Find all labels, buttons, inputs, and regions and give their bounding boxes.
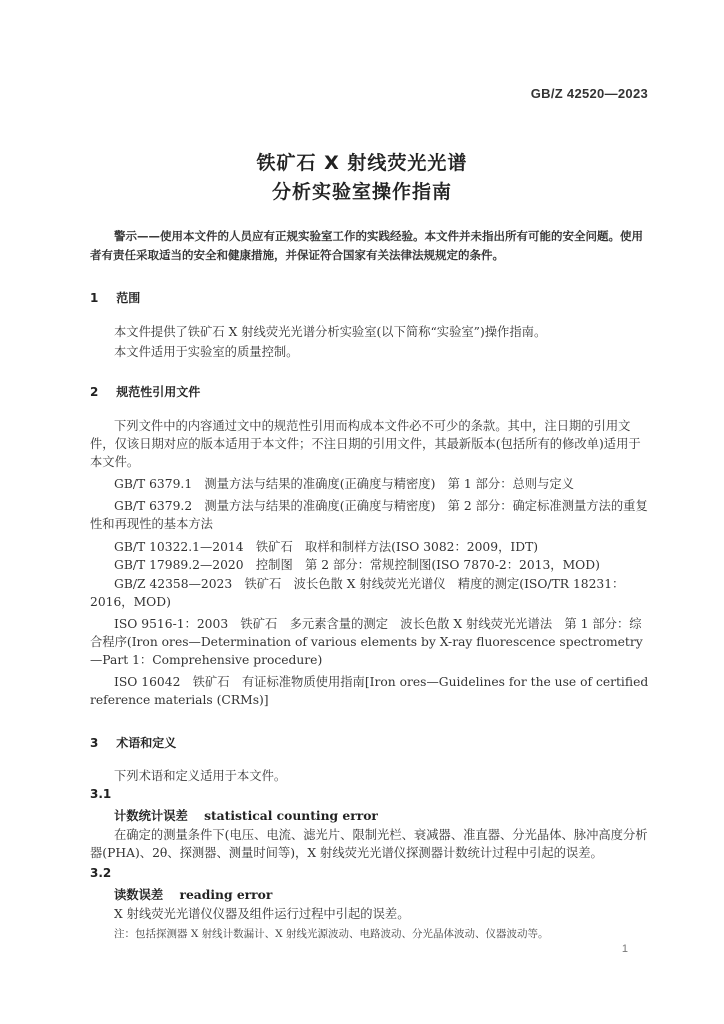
term-heading — [114, 885, 272, 903]
section-3-heading — [90, 734, 176, 751]
reference-item: GB/T 6379.2 测量方法与结果的准确度(正确度与精密度) 第 2 部分：确定标准测量方法的重复性和再现性的基本方法 — [90, 499, 648, 531]
term-en: statistical counting error — [204, 808, 378, 823]
term-definition: 在确定的测量条件下(电压、电流、滤光片、限制光栏、衰减器、准直器、分光晶体、脉冲高度分析器(PHA)、2θ、探测器、测量时间等)，X 射线荧光光谱仪探测器计数统计过程中引起的误差。 — [90, 828, 648, 860]
section-3-intro: 下列术语和定义适用于本文件。 — [114, 769, 287, 783]
reference-item: GB/Z 42358—2023 铁矿石 波长色散 X 射线荧光光谱仪 精度的测定(ISO/TR 18231：2016，MOD) — [90, 577, 625, 609]
section-number: 3 — [90, 736, 99, 750]
section-title: 规范性引用文件 — [116, 385, 201, 399]
safety-warning: 警示——使用本文件的人员应有正规实验室工作的实践经验。本文件并未指出所有可能的安全问题。使用者有责任采取适当的安全和健康措施，并保证符合国家有关法律法规规定的条件。 — [90, 229, 643, 262]
standard-number: GB/Z 42520—2023 — [530, 86, 648, 101]
reference-item: GB/T 17989.2—2020 控制图 第 2 部分：常规控制图(ISO 7870-2：2013，MOD) — [114, 558, 600, 572]
term-zh: 读数误差 — [114, 888, 164, 902]
reference-item: ISO 16042 铁矿石 有证标准物质使用指南[Iron ores—Guidelines for the use of certified reference materials (CRMs)] — [90, 675, 649, 707]
term-definition: X 射线荧光光谱仪仪器及组件运行过程中引起的误差。 — [114, 907, 410, 921]
term-zh: 计数统计误差 — [114, 809, 188, 823]
term-number: 3.2 — [90, 866, 112, 880]
term-number: 3.1 — [90, 787, 112, 801]
section-number: 1 — [90, 291, 99, 305]
section-number: 2 — [90, 385, 99, 399]
term-en: reading error — [179, 887, 273, 902]
section-1-heading — [90, 289, 140, 306]
section-title: 范围 — [116, 291, 141, 305]
document-title-line1: 铁矿石 X 射线荧光光谱 — [256, 152, 468, 174]
section-2-heading — [90, 383, 200, 400]
section-title: 术语和定义 — [116, 736, 177, 750]
page-number: 1 — [621, 943, 628, 955]
section-1-paragraph: 本文件提供了铁矿石 X 射线荧光光谱分析实验室(以下简称“实验室”)操作指南。 — [114, 325, 547, 339]
reference-item: GB/T 10322.1—2014 铁矿石 取样和制样方法(ISO 3082：2009，IDT) — [114, 540, 539, 554]
term-note: 注：包括探测器 X 射线计数漏计、X 射线光源波动、电路波动、分光晶体波动、仪器波动等。 — [114, 928, 549, 940]
term-heading — [114, 806, 378, 824]
section-1-paragraph: 本文件适用于实验室的质量控制。 — [114, 345, 299, 359]
section-2-intro: 下列文件中的内容通过文中的规范性引用而构成本文件必不可少的条款。其中，注日期的引用文件，仅该日期对应的版本适用于本文件；不注日期的引用文件，其最新版本(包括所有的修改单)适用于本文件。 — [90, 419, 641, 469]
reference-item: ISO 9516-1：2003 铁矿石 多元素含量的测定 波长色散 X 射线荧光光谱法 第 1 部分：综合程序(Iron ores—Determination of various elements by X-ray fluorescence spectrometry—Part 1：Comprehensive procedure) — [90, 617, 643, 667]
document-title-line2: 分析实验室操作指南 — [271, 181, 452, 203]
reference-item: GB/T 6379.1 测量方法与结果的准确度(正确度与精密度) 第 1 部分：总则与定义 — [114, 477, 574, 491]
